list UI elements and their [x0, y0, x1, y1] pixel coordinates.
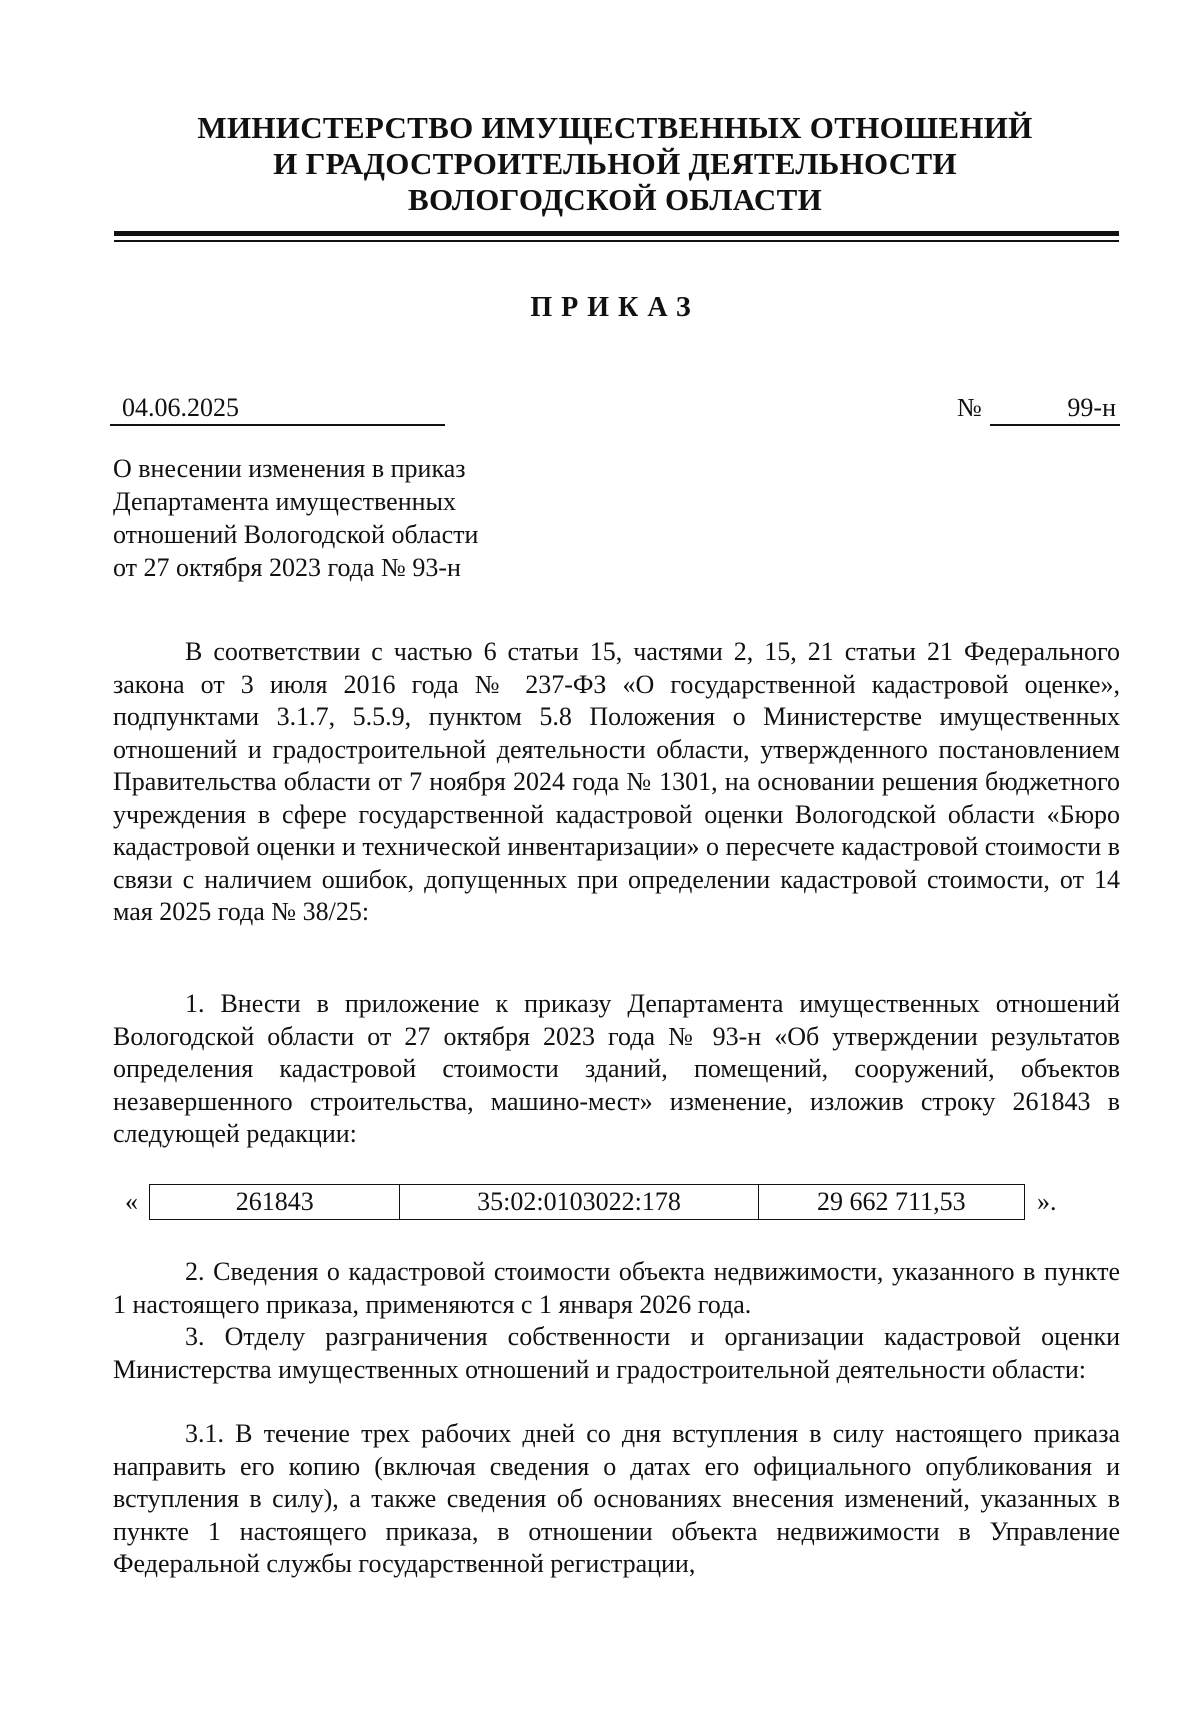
document-type: ПРИКАЗ — [530, 292, 700, 323]
cadastral-number-cell: 35:02:0103022:178 — [400, 1185, 758, 1219]
amended-row-table — [149, 1184, 1025, 1220]
amended-row — [113, 1184, 1120, 1220]
subject-line-4: от 27 октября 2023 года № 93-н — [113, 553, 461, 582]
number-value: 99-н — [1067, 393, 1116, 422]
header-rule-thin — [114, 240, 1119, 242]
date-field — [110, 392, 445, 426]
subject-line-1: О внесении изменения в приказ — [113, 454, 466, 483]
item-1-paragraph: 1. Внести в приложение к приказу Департамента имущественных отношений Вологодской области от 27 октября 2023 года № 93-н «Об утверждении результатов определения кадастровой стоимости зданий, помещений, сооружений, объектов незавершенного строительства, машино-мест» изменение, изложив строку 261843 в следующей редакции: — [113, 989, 1120, 1148]
item-2-paragraph: 2. Сведения о кадастровой стоимости объекта недвижимости, указанного в пункте 1 настоящего приказа, применяются с 1 января 2026 года. — [113, 1257, 1120, 1319]
number-sign: № — [957, 393, 982, 422]
date-value: 04.06.2025 — [122, 393, 239, 422]
quote-open: « — [125, 1187, 138, 1216]
ministry-line-3: ВОЛОГОДСКОЙ ОБЛАСТИ — [407, 182, 823, 217]
header-rule-thick — [114, 231, 1119, 236]
ministry-name — [110, 110, 1120, 218]
number-field — [990, 392, 1120, 426]
ministry-line-2: И ГРАДОСТРОИТЕЛЬНОЙ ДЕЯТЕЛЬНОСТИ — [273, 146, 957, 181]
row-number-cell: 261843 — [150, 1185, 400, 1219]
order-subject — [113, 452, 633, 584]
ministry-line-1: МИНИСТЕРСТВО ИМУЩЕСТВЕННЫХ ОТНОШЕНИЙ — [197, 110, 1033, 145]
basis-paragraph: В соответствии с частью 6 статьи 15, частями 2, 15, 21 статьи 21 Федерального закона от 3 июля 2016 года № 237-ФЗ «О государственной кадастровой оценке», подпунктами 3.1.7, 5.5.9, пунктом 5.8 Положения о Министерстве имущественных отношений и градостроительной деятельности области, утвержденного постановлением Правительства области от 7 ноября 2024 года № 1301, на основании решения бюджетного учреждения в сфере государственной кадастровой оценки Вологодской области «Бюро кадастровой оценки и технической инвентаризации» о пересчете кадастровой стоимости в связи с наличием ошибок, допущенных при определении кадастровой стоимости, от 14 мая 2025 года № 38/25: — [113, 637, 1120, 926]
item-3-paragraph: 3. Отделу разграничения собственности и организации кадастровой оценки Министерства имущественных отношений и градостроительной деятельности области: — [113, 1322, 1120, 1384]
item-3-1-paragraph: 3.1. В течение трех рабочих дней со дня вступления в силу настоящего приказа направить его копию (включая сведения о датах его официального опубликования и вступления в силу), а также сведения об основаниях внесения изменений, указанных в пункте 1 настоящего приказа, в отношении объекта недвижимости в Управление Федеральной службы государственной регистрации, — [113, 1419, 1120, 1578]
quote-close: ». — [1037, 1187, 1057, 1216]
subject-line-2: Департамента имущественных — [113, 487, 456, 516]
subject-line-3: отношений Вологодской области — [113, 520, 479, 549]
cadastral-value-cell: 29 662 711,53 — [817, 1187, 966, 1216]
